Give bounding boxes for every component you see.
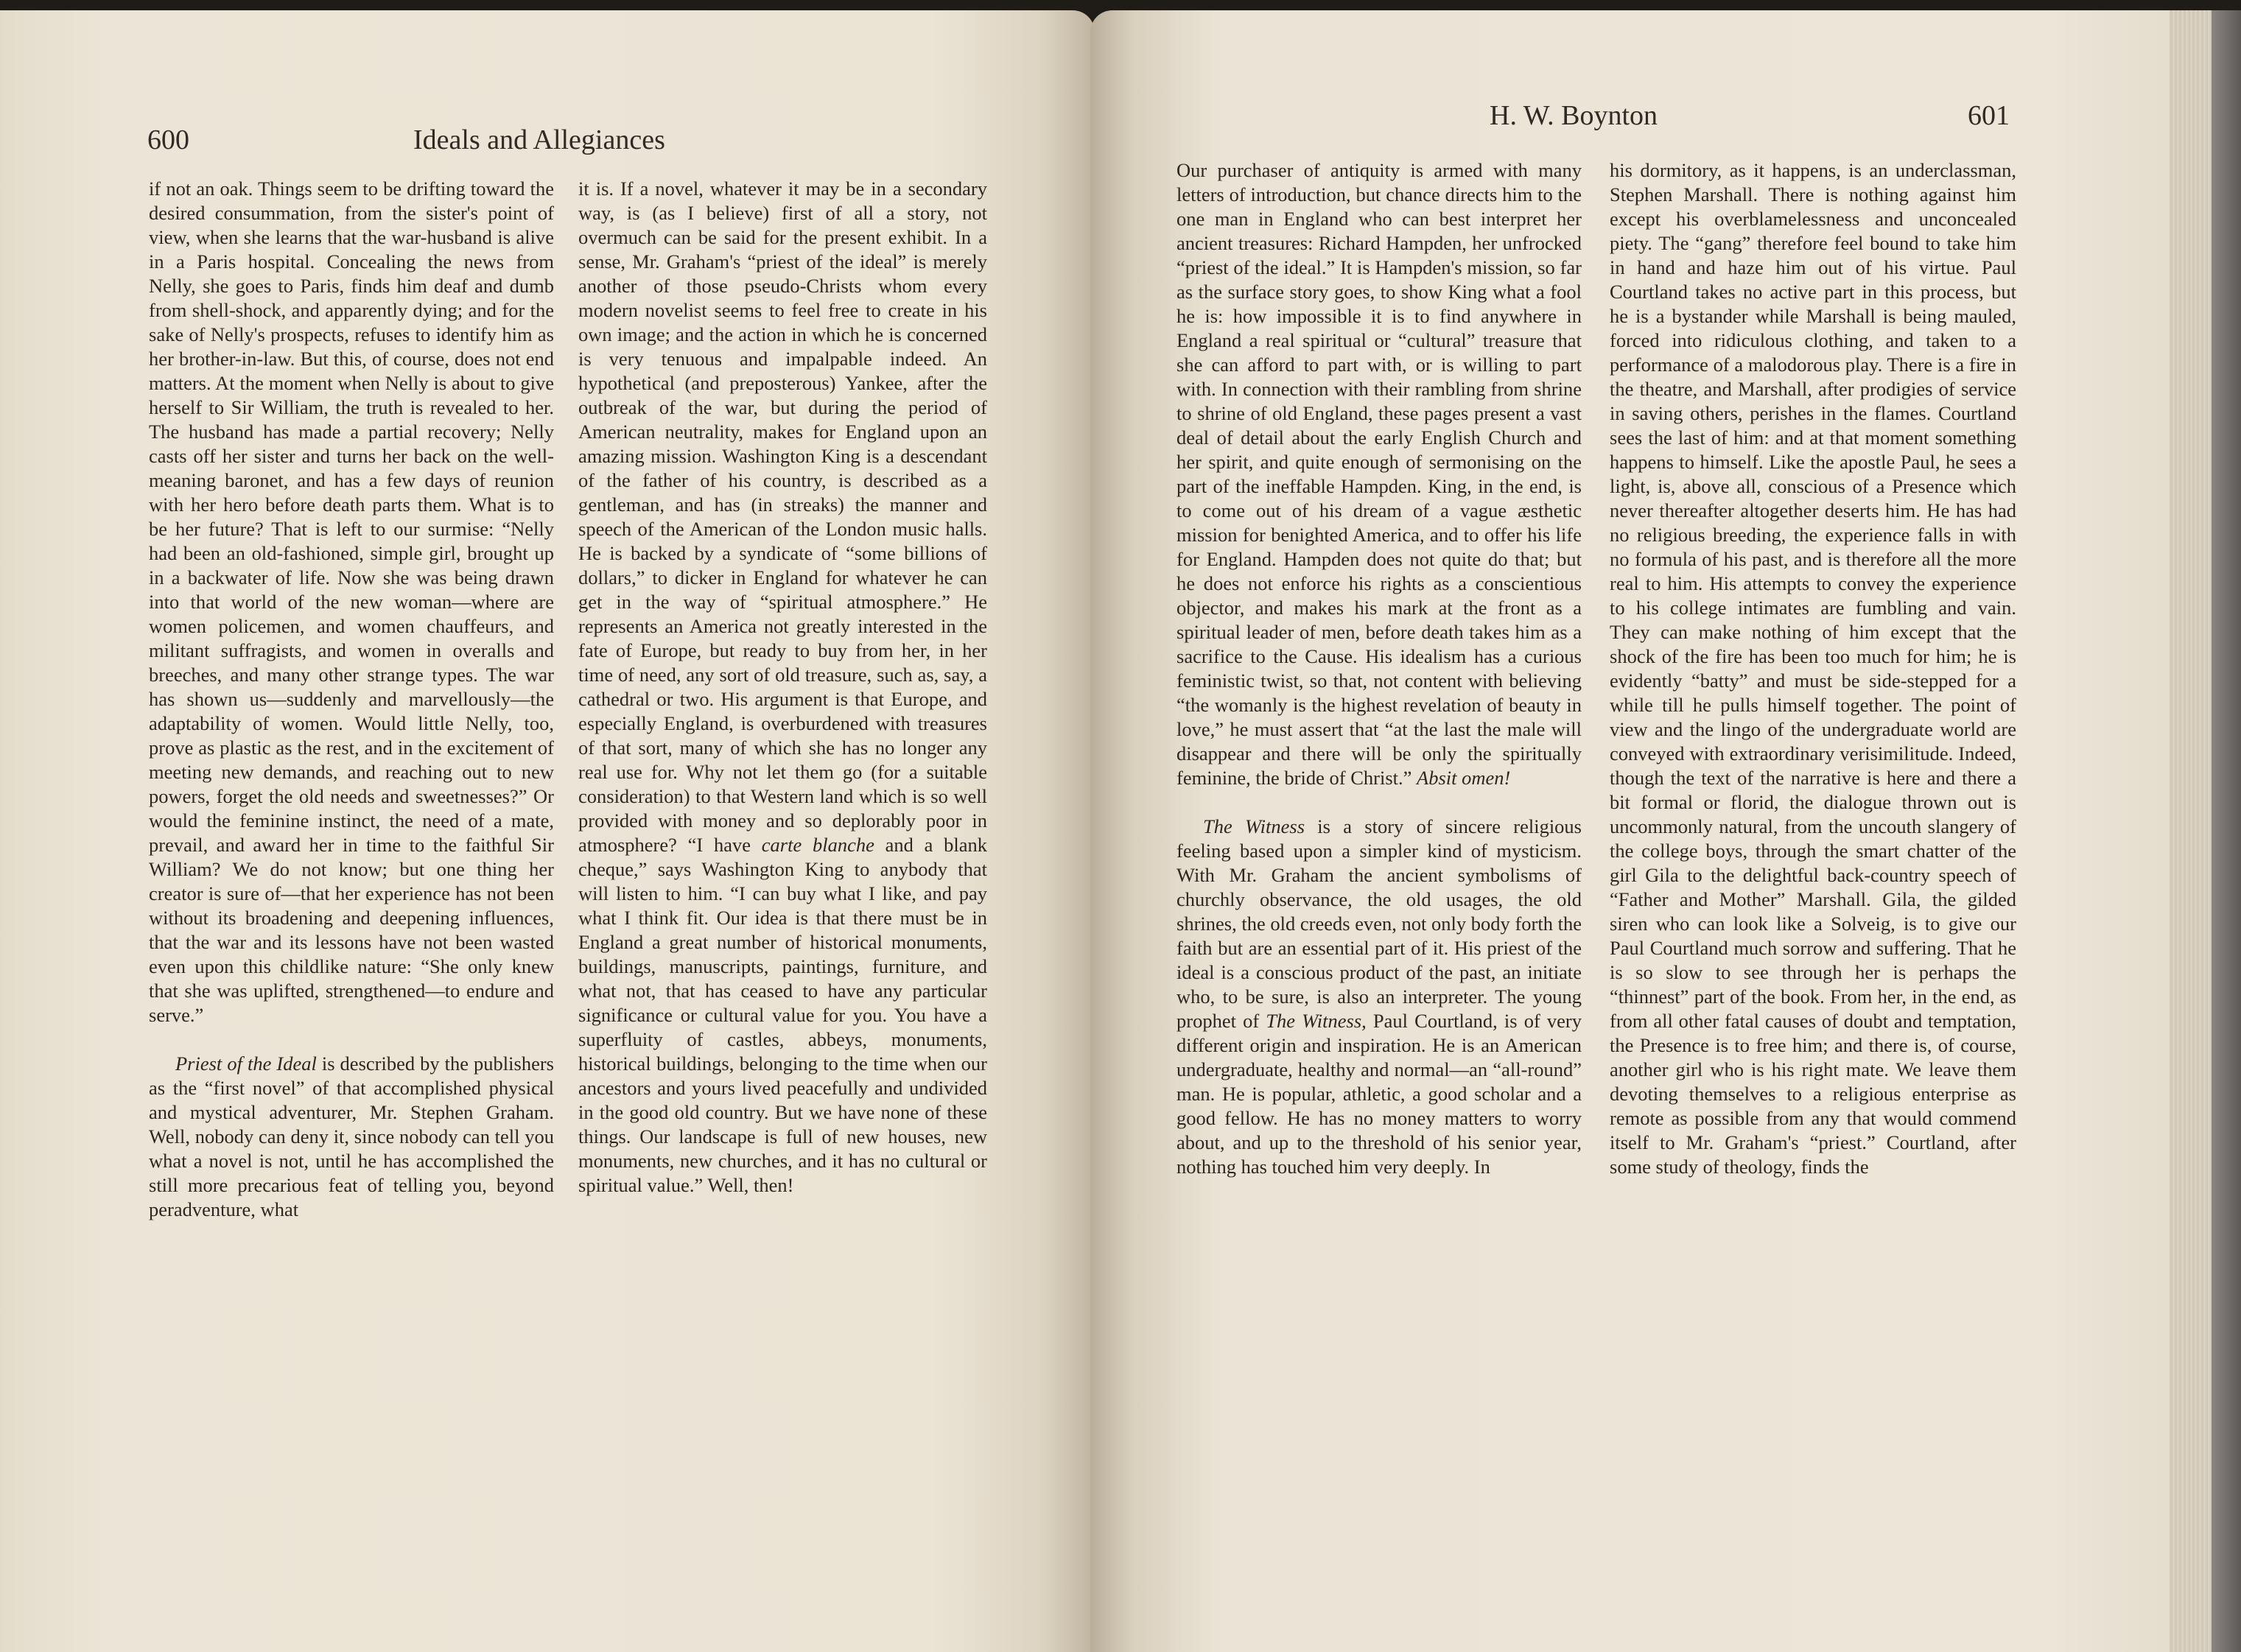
page-number-right: 601 [1968,100,2010,131]
paragraph [578,177,987,1198]
text-run: is described by the publishers as the “first novel” of that accomplished physical and mystical adventurer, Mr. Stephen Graham. Well, nobody can deny it, since nobody can tell you what a novel is not, until he has accomplished the still more precarious feat of telling you, beyond peradventure, what [149,1052,554,1220]
italic-text: The Witness [1203,815,1305,837]
paragraph [1610,158,2016,1179]
italic-text: Absit omen! [1417,767,1511,789]
left-page-column-1 [149,177,554,1222]
right-page-column-1 [1176,158,1582,1179]
left-page-column-2 [578,177,987,1198]
running-head-left: Ideals and Allegiances [413,124,665,155]
paragraph [149,1052,554,1222]
text-run: is a story of sincere religious feeling based upon a simpler kind of mysticism. With Mr. Graham the ancient symbolisms of churchly observance, the old usages, the old shrines, the old creeds even, not only body forth the faith but are an essential part of it. His priest of the ideal is a conscious product of the past, an initiate who, to be sure, is also an interpreter. The young prophet of [1176,815,1582,1032]
text-run: and a blank cheque,” says Washington King to anybody that will listen to him. “I can buy what I like, and pay what I think fit. Our idea is that there must be in England a great number of historical monuments, buildings, manuscripts, paintings, furniture, and what not, that has ceased to have any particular significance or cultural value for you. You have a superfluity of castles, abbeys, monuments, historical buildings, belonging to the time when our ancestors and yours lived peacefully and undivided in the good old country. But we have none of these things. Our landscape is full of new houses, new monuments, new churches, and it has no cultural or spiritual value.” Well, then! [578,834,987,1196]
running-head-right: H. W. Boynton [1490,100,1658,131]
right-page-column-2 [1610,158,2016,1179]
paragraph [1176,815,1582,1179]
page-edges [2170,10,2241,1652]
italic-text: The Witness, [1266,1010,1367,1032]
italic-text: Priest of the Ideal [175,1052,317,1075]
text-run: if not an oak. Things seem to be drifting toward the desired consummation, from the sister's point of view, when she learns that the war-husband is alive in a Paris hospital. Concealing the news from Nelly, she goes to Paris, finds him deaf and dumb from shell-shock, and apparently dying; and for the sake of Nelly's prospects, refuses to identify him as her brother-in-law. But this, of course, does not end matters. At the moment when Nelly is about to give herself to Sir William, the truth is revealed to her. The husband has made a partial recovery; Nelly casts off her sister and turns her back on the well-meaning baronet, and has a few days of reunion with her hero before death parts them. What is to be her future? That is left to our surmise: “Nelly had been an old-fashioned, simple girl, brought up in a backwater of life. Now she was being drawn into that world of the new woman—where are women policemen, and women chauffeurs, and militant suffragists, and women in overalls and breeches, and many other strange types. The war has shown us—suddenly and marvellously—the adaptability of women. Would little Nelly, too, prove as plastic as the rest, and in the excitement of meeting new demands, and reaching out to new powers, forget the old needs and sweetnesses?” Or would the feminine instinct, the need of a mate, prevail, and award her in time to the faithful Sir William? We do not know; but one thing her creator is sure of—that her experience has not been without its broadening and deepening influences, that the war and its lessons have not been wasted even upon this childlike nature: “She only knew that she was uplifted, strengthened—to endure and serve.” [149,177,554,1026]
paragraph [149,177,554,1027]
text-run: Paul Courtland, is of very different origin and inspiration. He is an American undergraduate, healthy and normal—an “all-round” man. He is popular, athletic, a good scholar and a good fellow. He has no money matters to worry about, and up to the threshold of his senior year, nothing has touched him very deeply. In [1176,1010,1582,1178]
text-run: Our purchaser of antiquity is armed with many letters of introduction, but chance directs him to the one man in England who can best interpret her ancient treasures: Richard Hampden, her unfrocked “priest of the ideal.” It is Hampden's mission, so far as the surface story goes, to show King what a fool he is: how impossible it is to find anywhere in England a real spiritual or “cultural” treasure that she can afford to part with, or is willing to part with. In connection with their rambling from shrine to shrine of old England, these pages present a vast deal of detail about the early English Church and her spirit, and quite enough of sermonising on the part of the ineffable Hampden. King, in the end, is to come out of his dream of a vague æsthetic mission for benighted America, and to offer his life for England. Hampden does not quite do that; but he does not enforce his rights as a conscientious objector, and makes his mark at the front as a spiritual leader of men, before death takes him as a sacrifice to the Cause. His idealism has a curious feministic twist, so that, not content with believing “the womanly is the highest revelation of beauty in love,” he must assert that “at the last the male will disappear and there will be only the spiritually feminine, the bride of Christ.” [1176,159,1582,789]
paragraph [1176,158,1582,790]
page-number-left: 600 [147,124,189,155]
italic-text: carte blanche [761,834,874,856]
text-run: it is. If a novel, whatever it may be in a secondary way, is (as I believe) first of all a story, not overmuch can be said for the present exhibit. In a sense, Mr. Graham's “priest of the ideal” is merely another of those pseudo-Christs whom every modern novelist seems to feel free to create in his own image; and the action in which he is concerned is very tenuous and impalpable indeed. An hypothetical (and preposterous) Yankee, after the outbreak of the war, but during the period of American neutrality, makes for England upon an amazing mission. Washington King is a descendant of the father of his country, is described as a gentleman, and has (in streaks) the manner and speech of the American of the London music halls. He is backed by a syndicate of “some billions of dollars,” to dicker in England for whatever he can get in the way of “spiritual atmosphere.” He represents an America not greatly interested in the fate of Europe, but ready to buy from her, in her time of need, any sort of old treasure, such as, say, a cathedral or two. His argument is that Europe, and especially England, is overburdened with treasures of that sort, many of which she has no longer any real use for. Why not let them go (for a suitable consideration) to that Western land which is so well provided with money and so deplorably poor in atmosphere? “I have [578,177,987,856]
page-edge-shadow [2212,10,2241,1652]
text-run: his dormitory, as it happens, is an underclassman, Stephen Marshall. There is nothing against him except his overblamelessness and unconcealed piety. The “gang” therefore feel bound to take him in hand and haze him out of his virtue. Paul Courtland takes no active part in this process, but he is a bystander while Marshall is being mauled, forced into ridiculous clothing, and taken to a performance of a malodorous play. There is a fire in the theatre, and Marshall, after prodigies of service in saving others, perishes in the flames. Courtland sees the last of him: and at that moment something happens to himself. Like the apostle Paul, he sees a light, is, above all, conscious of a Presence which never thereafter altogether deserts him. He has had no religious breeding, the experience falls in with no formula of his past, and is therefore all the more real to him. His attempts to convey the experience to his college intimates are fumbling and vain. They can make nothing of him except that the shock of the fire has been too much for him; he is evidently “batty” and must be side-stepped for a while till he pulls himself together. The point of view and the lingo of the undergraduate world are conveyed with extraordinary verisimilitude. Indeed, though the text of the narrative is here and there a bit formal or florid, the dialogue thrown out is uncommonly natural, from the uncouth slangery of the college boys, through the smart chatter of the girl Gila to the delightful back-country speech of “Father and Mother” Marshall. Gila, the gilded siren who can look like a Solveig, is to give our Paul Courtland much sorrow and suffering. That he is so slow to see through her is perhaps the “thinnest” part of the book. From her, in the end, as from all other fatal causes of doubt and temptation, the Presence is to free him; and there is, of course, another girl who is his right mate. We leave them devoting themselves to a religious enterprise as remote as possible from any that would commend itself to Mr. Graham's “priest.” Courtland, after some study of theology, finds the [1610,159,2016,1178]
